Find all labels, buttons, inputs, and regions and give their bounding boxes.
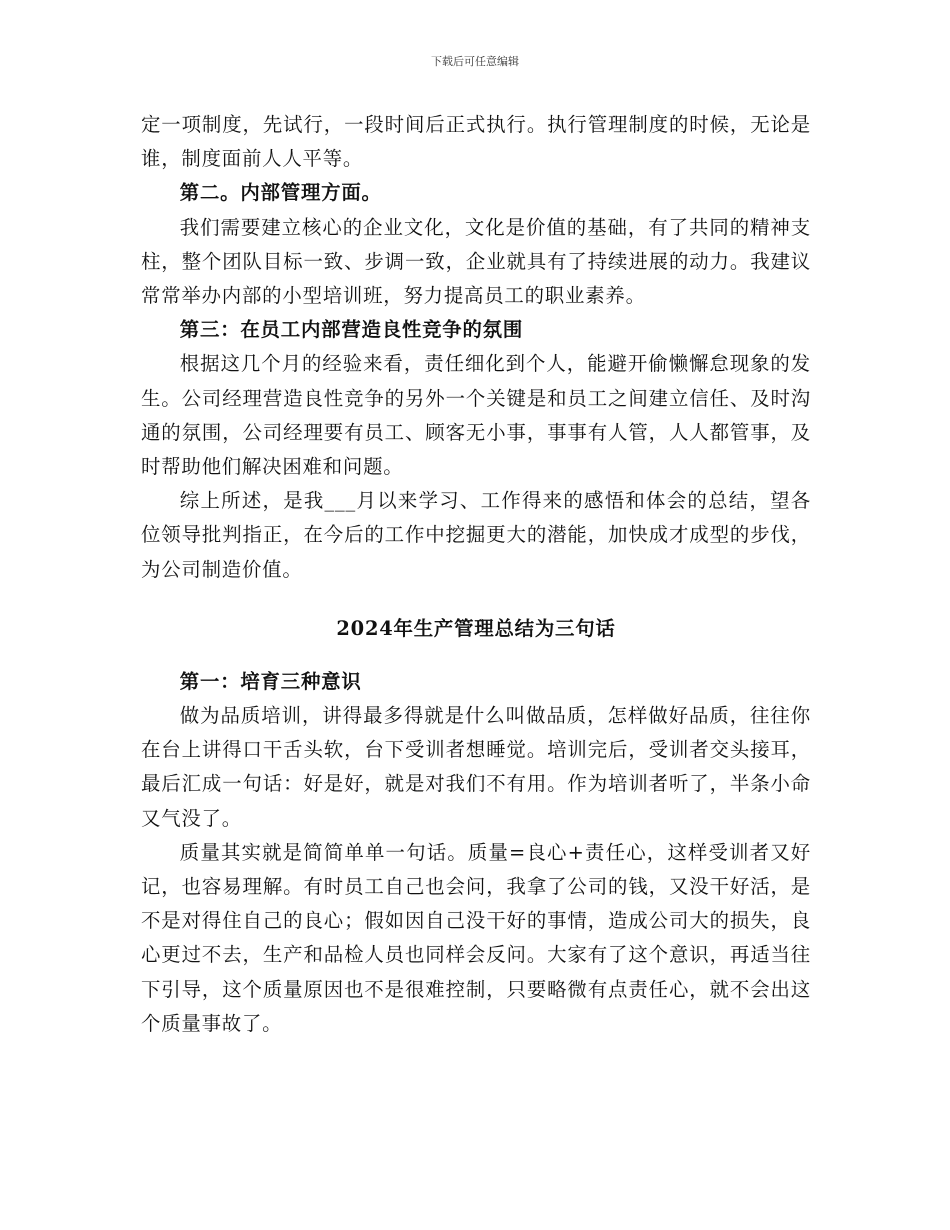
paragraph: 质量其实就是简简单单一句话。质量=良心+责任心，这样受训者又好记，也容易理解。有时员工自己也会问，我拿了公司的钱，又没干好活，是不是对得住自己的良心；假如因自己没干好的事情，造成公司大的损失，良心更过不去，生产和品检人员也同样会反问。大家有了这个意识，再适当往下引导，这个质量原因也不是很难控制，只要略微有点责任心，就不会出这个质量事故了。 bbox=[141, 840, 811, 1035]
section-heading: 第一：培育三种意识 bbox=[179, 669, 362, 693]
section-heading: 第三：在员工内部营造良性竞争的氛围 bbox=[179, 318, 524, 342]
paragraph: 综上所述，是我___月以来学习、工作得来的感悟和体会的总结，望各位领导批判指正，在今后的工作中挖掘更大的潜能，加快成才成型的步伐，为公司制造价值。 bbox=[141, 489, 811, 581]
document-title: 2024年生产管理总结为三句话 bbox=[336, 616, 616, 640]
paragraph: 做为品质培训，讲得最多得就是什么叫做品质，怎样做好品质，往往你在台上讲得口干舌头软，台下受训者想睡觉。培训完后，受训者交头接耳，最后汇成一句话：好是好，就是对我们不有用。作为培训者听了，半条小命又气没了。 bbox=[141, 704, 811, 830]
paragraph: 根据这几个月的经验来看，责任细化到个人，能避开偷懒懈怠现象的发生。公司经理营造良性竞争的另外一个关键是和员工之间建立信任、及时沟通的氛围，公司经理要有员工、顾客无小事，事事有人管，人人都管事，及时帮助他们解决困难和问题。 bbox=[141, 352, 811, 479]
paragraph: 定一项制度，先试行，一段时间后正式执行。执行管理制度的时候，无论是谁，制度面前人人平等。 bbox=[141, 113, 811, 171]
section-heading: 第二。内部管理方面。 bbox=[179, 181, 382, 205]
page-header: 下载后可任意编辑 bbox=[431, 55, 519, 68]
document-body bbox=[141, 108, 811, 1041]
paragraph: 我们需要建立核心的企业文化，文化是价值的基础，有了共同的精神支柱，整个团队目标一致、步调一致，企业就具有了持续进展的动力。我建议常常举办内部的小型培训班，努力提高员工的职业素养。 bbox=[141, 215, 811, 308]
